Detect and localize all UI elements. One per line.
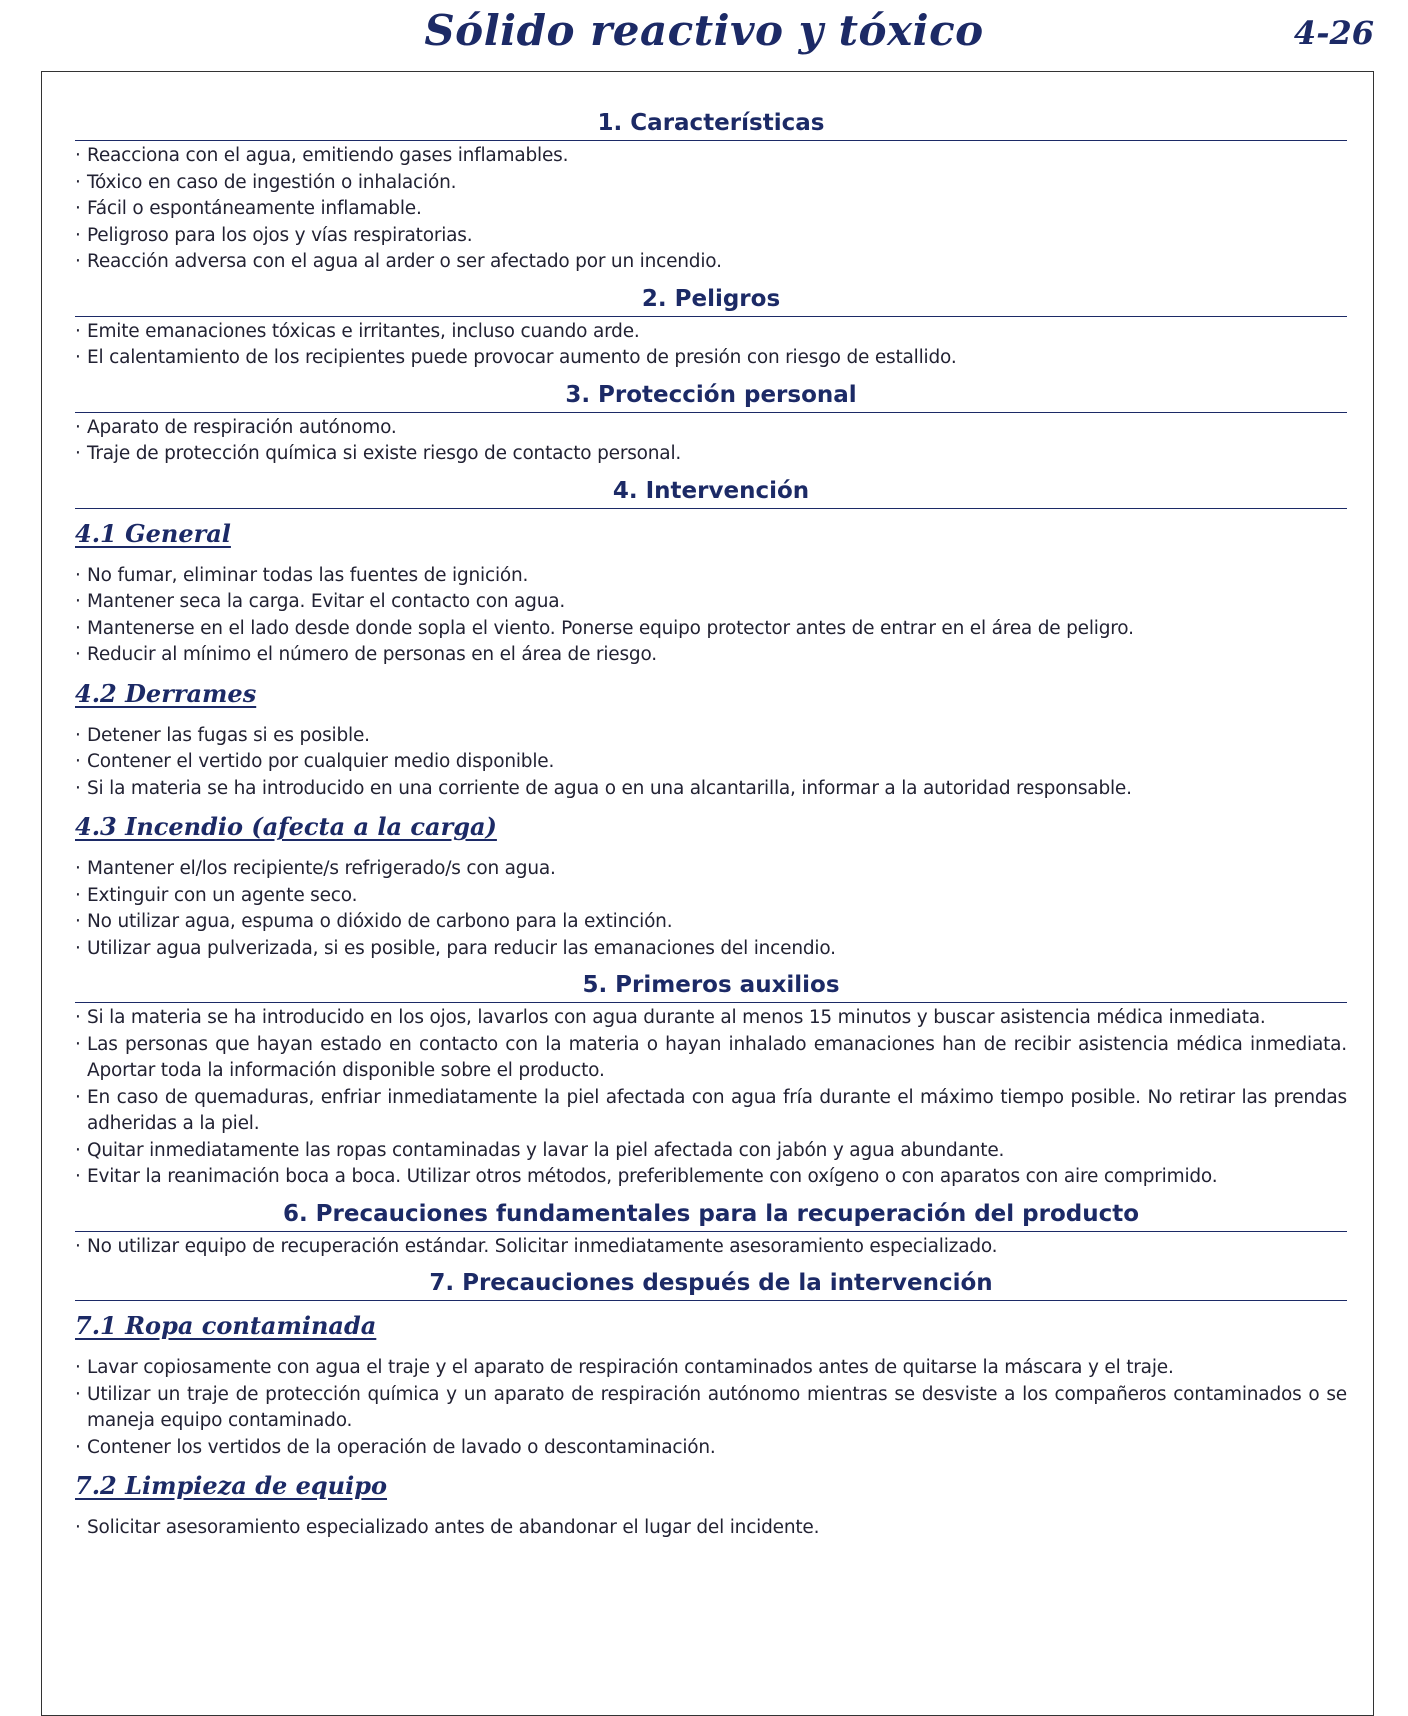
list-item: · No utilizar equipo de recuperación estándar. Solicitar inmediatamente asesoramiento especializado. (75, 1234, 1347, 1261)
section-heading-despues-intervencion: 7. Precauciones después de la intervención (75, 1268, 1347, 1301)
section-heading-recuperacion: 6. Precauciones fundamentales para la recuperación del producto (75, 1199, 1347, 1232)
general-list (75, 563, 1347, 669)
list-item: · Traje de protección química si existe riesgo de contacto personal. (75, 441, 1347, 468)
proteccion-personal-list (75, 415, 1347, 468)
list-item: · Reacción adversa con el agua al arder o ser afectado por un incendio. (75, 249, 1347, 276)
list-item: · En caso de quemaduras, enfriar inmediatamente la piel afectada con agua fría durante el máximo tiempo posible. No retirar las prendas adheridas a la piel. (75, 1085, 1347, 1138)
peligros-list (75, 319, 1347, 372)
section-heading-intervencion: 4. Intervención (75, 476, 1347, 509)
list-item: · Fácil o espontáneamente inflamable. (75, 196, 1347, 223)
list-item: · Evitar la reanimación boca a boca. Utilizar otros métodos, preferiblemente con oxígeno o con aparatos con aire comprimido. (75, 1164, 1347, 1191)
ropa-contaminada-list (75, 1355, 1347, 1461)
list-item: · Las personas que hayan estado en contacto con la materia o hayan inhalado emanaciones han de recibir asistencia médica inmediata. Aportar toda la información disponible sobre el producto. (75, 1032, 1347, 1085)
section-heading-caracteristicas: 1. Características (75, 108, 1347, 141)
list-item: · Detener las fugas si es posible. (75, 723, 1347, 750)
list-item: · Aparato de respiración autónomo. (75, 415, 1347, 442)
section-heading-primeros-auxilios: 5. Primeros auxilios (75, 970, 1347, 1003)
section-heading-proteccion-personal: 3. Protección personal (75, 380, 1347, 413)
page-number: 4-26 (1293, 14, 1374, 52)
list-item: · Reacciona con el agua, emitiendo gases inflamables. (75, 143, 1347, 170)
list-item: · Si la materia se ha introducido en los ojos, lavarlos con agua durante al menos 15 minutos y buscar asistencia médica inmediata. (75, 1005, 1347, 1032)
document-body (75, 100, 1347, 1542)
list-item: · Utilizar un traje de protección química y un aparato de respiración autónomo mientras se desviste a los compañeros contaminados o se maneja equipo contaminado. (75, 1382, 1347, 1435)
list-item: · No utilizar agua, espuma o dióxido de carbono para la extinción. (75, 909, 1347, 936)
subsection-heading-limpieza-equipo: 7.2 Limpieza de equipo (75, 1471, 388, 1500)
list-item: · Si la materia se ha introducido en una corriente de agua o en una alcantarilla, informar a la autoridad responsable. (75, 776, 1347, 803)
list-item: · Reducir al mínimo el número de personas en el área de riesgo. (75, 642, 1347, 669)
list-item: · Extinguir con un agente seco. (75, 883, 1347, 910)
list-item: · El calentamiento de los recipientes puede provocar aumento de presión con riesgo de estallido. (75, 345, 1347, 372)
list-item: · Tóxico en caso de ingestión o inhalación. (75, 170, 1347, 197)
list-item: · Mantener seca la carga. Evitar el contacto con agua. (75, 589, 1347, 616)
list-item: · No fumar, eliminar todas las fuentes de ignición. (75, 563, 1347, 590)
section-heading-peligros: 2. Peligros (75, 284, 1347, 317)
subsection-heading-general: 4.1 General (75, 518, 231, 548)
derrames-list (75, 723, 1347, 803)
limpieza-equipo-list (75, 1515, 1347, 1542)
list-item: · Contener los vertidos de la operación de lavado o descontaminación. (75, 1435, 1347, 1462)
list-item: · Peligroso para los ojos y vías respiratorias. (75, 223, 1347, 250)
list-item: · Emite emanaciones tóxicas e irritantes, incluso cuando arde. (75, 319, 1347, 346)
subsection-heading-incendio: 4.3 Incendio (afecta a la carga) (75, 812, 497, 841)
primeros-auxilios-list (75, 1005, 1347, 1191)
caracteristicas-list (75, 143, 1347, 276)
list-item: · Contener el vertido por cualquier medio disponible. (75, 749, 1347, 776)
subsection-heading-ropa-contaminada: 7.1 Ropa contaminada (75, 1311, 377, 1340)
list-item: · Quitar inmediatamente las ropas contaminadas y lavar la piel afectada con jabón y agua abundante. (75, 1138, 1347, 1165)
list-item: · Mantenerse en el lado desde donde sopla el viento. Ponerse equipo protector antes de entrar en el área de peligro. (75, 616, 1347, 643)
list-item: · Utilizar agua pulverizada, si es posible, para reducir las emanaciones del incendio. (75, 936, 1347, 963)
recuperacion-list (75, 1234, 1347, 1261)
list-item: · Mantener el/los recipiente/s refrigerado/s con agua. (75, 856, 1347, 883)
incendio-list (75, 856, 1347, 962)
list-item: · Solicitar asesoramiento especializado antes de abandonar el lugar del incidente. (75, 1515, 1347, 1542)
page-title: Sólido reactivo y tóxico (424, 6, 984, 55)
subsection-heading-derrames: 4.2 Derrames (75, 678, 257, 708)
list-item: · Lavar copiosamente con agua el traje y el aparato de respiración contaminados antes de quitarse la máscara y el traje. (75, 1355, 1347, 1382)
